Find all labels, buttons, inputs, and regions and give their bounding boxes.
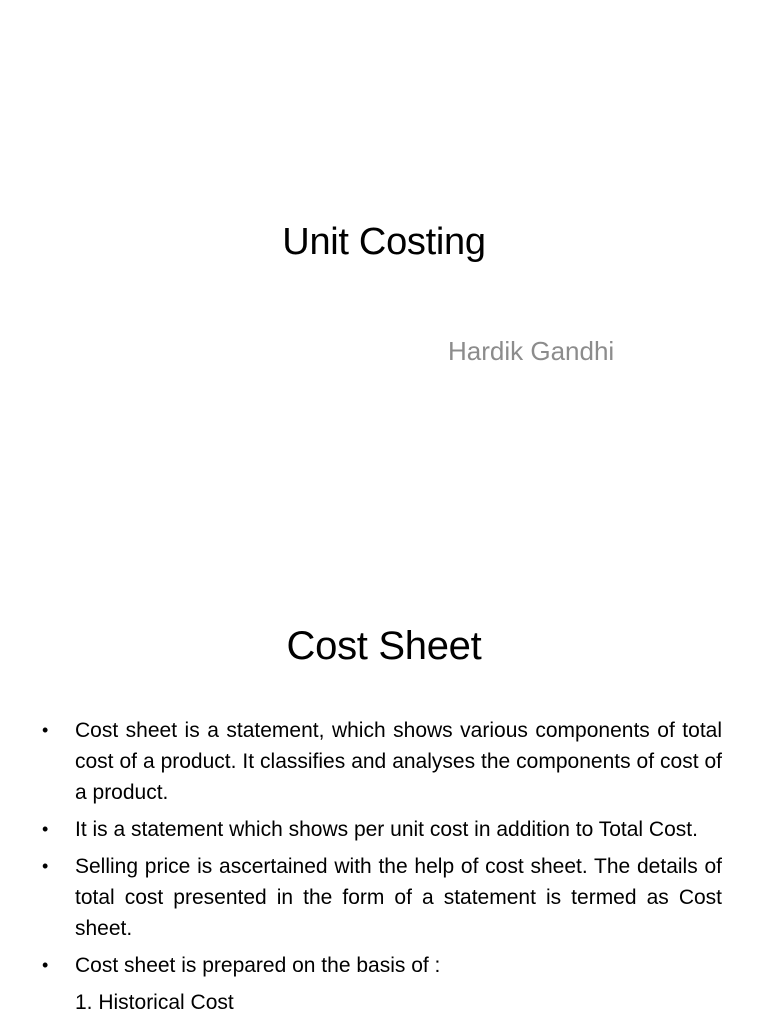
bullet-item [40, 851, 722, 944]
bullet-icon: • [42, 955, 49, 975]
bullet-icon: • [42, 856, 49, 876]
cost-sheet-slide [0, 576, 768, 1024]
bullet-item [40, 715, 722, 808]
bullet-list [40, 715, 722, 1018]
bullet-text: Selling price is ascertained with the help of cost sheet. The details of total cost presented in the form of a statement is termed as Cost sheet. [75, 855, 722, 940]
bullet-item [40, 950, 722, 981]
sub-item-text: 1. Historical Cost [75, 991, 234, 1014]
slide-title: Cost Sheet [286, 624, 482, 668]
bullet-text: It is a statement which shows per unit cost in addition to Total Cost. [75, 818, 698, 841]
slide-title: Unit Costing [282, 221, 486, 263]
sub-list-item [40, 987, 722, 1018]
bullet-text: Cost sheet is prepared on the basis of : [75, 954, 441, 977]
bullet-icon: • [42, 720, 49, 740]
bullet-item [40, 814, 722, 845]
slide-author: Hardik Gandhi [448, 336, 615, 366]
bullet-text: Cost sheet is a statement, which shows various components of total cost of a product. It classifies and analyses the components of cost of a product. [75, 719, 722, 804]
bullet-icon: • [42, 819, 49, 839]
